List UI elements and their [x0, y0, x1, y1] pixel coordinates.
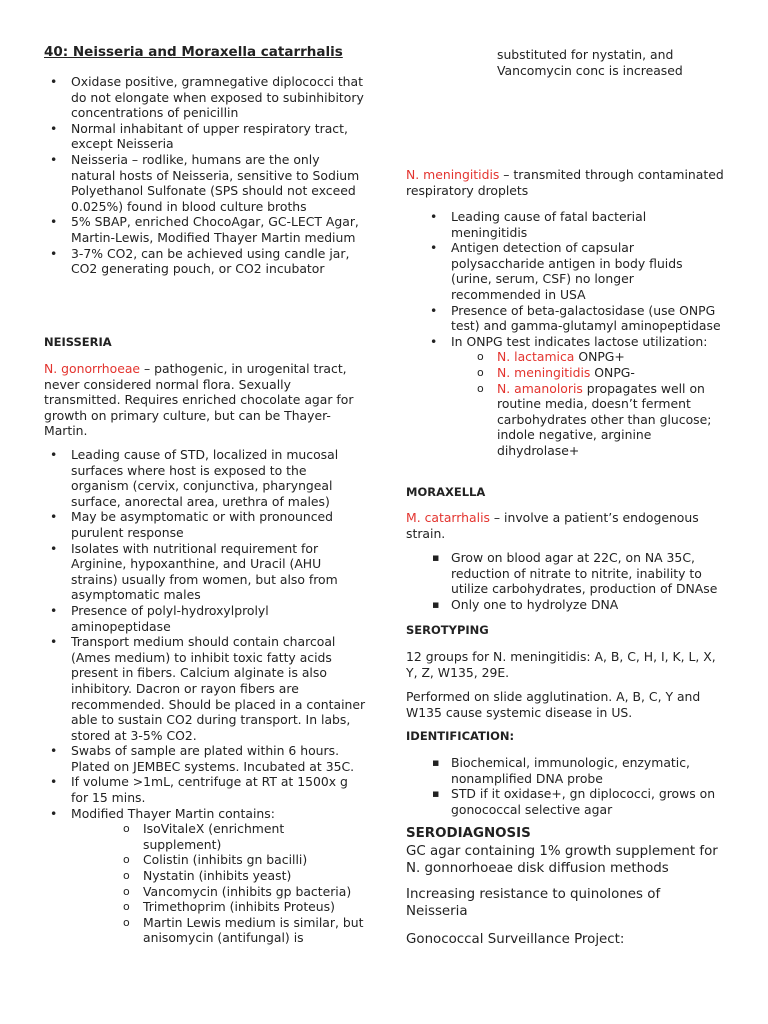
neisseria-heading: NEISSERIA	[44, 335, 112, 349]
list-item: ▪ STD if it oxidase+, gn diplococci, grows on gonococcal selective agar	[428, 786, 728, 817]
list-item: • Leading cause of STD, localized in mucosal surfaces where host is exposed to the organism (cervix, conjunctiva, pharyngeal surface, anorectal area, urethra of males)	[44, 447, 366, 509]
list-item: • Presence of beta-galactosidase (use ONPG test) and gamma-glutamyl aminopeptidase	[424, 303, 724, 334]
list-item: • Isolates with nutritional requirement for Arginine, hypoxanthine, and Uracil (AHU strains) usually from women, but also from asymptomatic males	[44, 541, 366, 603]
serodiagnosis-heading: SERODIAGNOSIS	[406, 826, 531, 841]
sublist-item: o Nystatin (inhibits yeast)	[123, 868, 366, 884]
quinolone-resistance-text: Increasing resistance to quinolones of Neisseria	[406, 887, 661, 919]
serotyping-groups-text: 12 groups for N. meningitidis: A, B, C, H, I, K, L, X, Y, Z, W135, 29E.	[406, 649, 716, 680]
list-item: • Antigen detection of capsular polysaccharide antigen in body fluids (urine, serum, CSF) no longer recommended in USA	[424, 240, 724, 302]
serotyping-heading: SEROTYPING	[406, 623, 489, 637]
sublist-item	[477, 365, 724, 381]
gonorrhoeae-paragraph	[44, 361, 362, 439]
thayer-martin-sublist	[123, 821, 366, 946]
moraxella-bullet-list	[428, 550, 728, 612]
list-item: ▪ Only one to hydrolyze DNA	[428, 597, 728, 613]
meningitidis-bullet-list	[424, 209, 724, 459]
species-name: N. meningitidis	[497, 364, 591, 380]
list-item: • Normal inhabitant of upper respiratory tract, except Neisseria	[44, 121, 366, 152]
species-name: N. lactamica	[497, 349, 575, 365]
species-name: N. amanoloris	[497, 380, 583, 396]
sublist-item: o Vancomycin (inhibits gp bacteria)	[123, 884, 366, 900]
sublist-item: o Colistin (inhibits gn bacilli)	[123, 852, 366, 868]
list-item: • If volume >1mL, centrifuge at RT at 1500x g for 15 mins.	[44, 774, 366, 805]
list-item-text: In ONPG test indicates lactose utilization:	[451, 333, 708, 349]
moraxella-heading: MORAXELLA	[406, 485, 486, 499]
list-item: • Leading cause of fatal bacterial meningitidis	[424, 209, 724, 240]
catarrhalis-name: M. catarrhalis	[406, 510, 490, 525]
surveillance-project-text: Gonococcal Surveillance Project:	[406, 932, 625, 947]
identification-bullet-list	[428, 755, 728, 817]
list-item	[424, 334, 724, 459]
list-item: • Swabs of sample are plated within 6 hours. Plated on JEMBEC systems. Incubated at 35C.	[44, 743, 366, 774]
list-item: ▪ Biochemical, immunologic, enzymatic, nonamplified DNA probe	[428, 755, 728, 786]
gonorrhoeae-name: N. gonorrhoeae	[44, 361, 141, 376]
sublist-item: o IsoVitaleX (enrichment supplement)	[123, 821, 366, 852]
catarrhalis-description: – involve a patient’s endogenous strain.	[406, 510, 699, 541]
species-result: ONPG-	[590, 364, 635, 380]
list-item: • Presence of polyl-hydroxylprolyl aminopeptidase	[44, 603, 366, 634]
onpg-sublist	[477, 349, 724, 458]
list-item: • May be asymptomatic or with pronounced purulent response	[44, 509, 366, 540]
intro-bullet-list	[44, 74, 366, 277]
meningitidis-name: N. meningitidis	[406, 167, 500, 182]
meningitidis-description: – transmited through contaminated respiratory droplets	[406, 167, 724, 198]
list-item: • Neisseria – rodlike, humans are the only natural hosts of Neisseria, sensitive to Sodium Polyethanol Sulfonate (SPS should not exceed 0.025%) found in blood culture broths	[44, 152, 366, 214]
list-item: • Transport medium should contain charcoal (Ames medium) to inhibit toxic fatty acids present in fibers. Calcium alginate is also inhibitory. Dacron or rayon fibers are recommended. Should be placed in a container able to sustain CO2 during transport. In labs, stored at 3-5% CO2.	[44, 634, 366, 743]
list-item: • 5% SBAP, enriched ChocoAgar, GC-LECT Agar, Martin-Lewis, Modified Thayer Martin medium	[44, 214, 366, 245]
species-result: propagates well on routine media, doesn’t ferment carbohydrates other than glucose; indole negative, arginine dihydrolase+	[497, 380, 712, 458]
identification-heading: IDENTIFICATION:	[406, 729, 515, 743]
meningitidis-paragraph	[406, 167, 724, 198]
sublist-item	[477, 381, 724, 459]
gonorrhoeae-bullet-list	[44, 447, 366, 946]
list-item	[44, 806, 366, 946]
gonorrhoeae-description: – pathogenic, in urogenital tract, never considered normal flora. Sexually transmitted. Requires enriched chocolate agar for growth on primary culture, but can be Thayer-Martin.	[44, 361, 354, 439]
list-item: • Oxidase positive, gramnegative diplococci that do not elongate when exposed to subinhibitory concentrations of penicillin	[44, 74, 366, 121]
list-item-text: Modified Thayer Martin contains:	[71, 805, 275, 821]
species-result: ONPG+	[574, 349, 625, 365]
serotyping-agglutination-text: Performed on slide agglutination. A, B, C, Y and W135 cause systemic disease in US.	[406, 689, 701, 720]
continued-text: substituted for nystatin, and Vancomycin conc is increased	[497, 47, 683, 78]
serodiagnosis-gc-agar-text: GC agar containing 1% growth supplement for N. gonnorhoeae disk diffusion methods	[406, 844, 718, 876]
sublist-item	[477, 349, 724, 365]
list-item: • 3-7% CO2, can be achieved using candle jar, CO2 generating pouch, or CO2 incubator	[44, 246, 366, 277]
sublist-item: o Trimethoprim (inhibits Proteus)	[123, 899, 366, 915]
sublist-item: o Martin Lewis medium is similar, but anisomycin (antifungal) is	[123, 915, 366, 946]
catarrhalis-paragraph	[406, 510, 724, 541]
page-title: 40: Neisseria and Moraxella catarrhalis	[44, 44, 343, 60]
list-item: ▪ Grow on blood agar at 22C, on NA 35C, reduction of nitrate to nitrite, inability to utilize carbohydrates, production of DNAse	[428, 550, 728, 597]
